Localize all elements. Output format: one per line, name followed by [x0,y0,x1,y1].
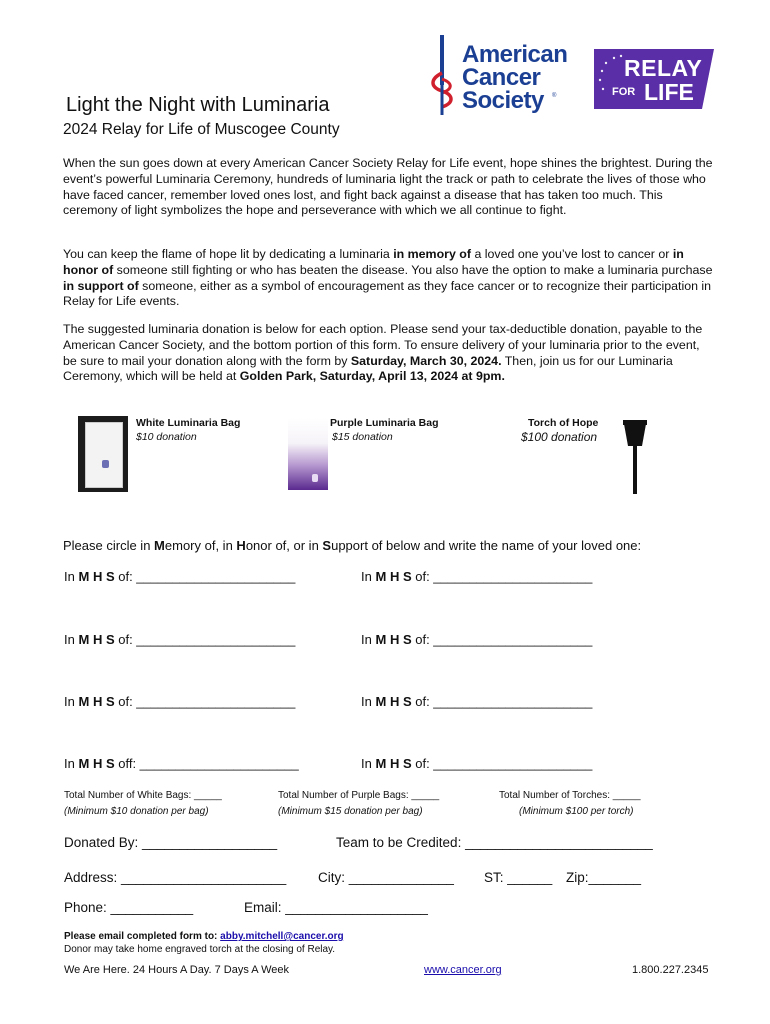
torch-price: $100 donation [521,430,598,444]
page-title: Light the Night with Luminaria [66,94,330,116]
acs-logo-line1: American [462,41,568,68]
dedication-line[interactable]: In M H S of: ______________________ [361,632,593,647]
phone-field[interactable]: Phone: ___________ [64,900,194,915]
dedication-line[interactable]: In M H S of: ______________________ [361,694,593,709]
purple-luminaria-bag-image [288,418,328,490]
purple-bag-price: $15 donation [332,431,393,443]
donated-by-field[interactable]: Donated By: __________________ [64,835,278,850]
intro-paragraph: When the sun goes down at every American Cancer Society Relay for Life event, hope shines the brightest. During the event’s powerful Luminaria Ceremony, hundreds of luminaria light the track or path to celebrate the lives of those who have faced cancer, remember loved ones lost, and fight back against a disease that has taken too much. This ceremony of light symbolizes the hope and perseverance with which we all continue to fight. [63,156,713,218]
american-cancer-society-logo [426,35,586,117]
for-logo-word: FOR [612,86,636,98]
relay-for-life-logo [594,49,714,109]
page-subtitle: 2024 Relay for Life of Muscogee County [63,121,340,138]
dedication-line[interactable]: In M H S of: ______________________ [361,569,593,584]
torches-minimum: (Minimum $100 per torch) [519,806,634,817]
acs-logo-line3: Society [462,87,544,114]
purple-bag-name: Purple Luminaria Bag [330,417,439,429]
dedication-paragraph: You can keep the flame of hope lit by dedicating a luminaria in memory of a loved one you’ve lost to cancer or in honor of someone still fighting or who has beaten the disease. You also have the option to make a luminaria purchase in support of someone, either as a symbol of encouragement as they face cancer or to recognize their participation in Relay for Life events. [63,247,713,309]
footer-tagline: We Are Here. 24 Hours A Day. 7 Days A Week [64,964,289,976]
white-luminaria-bag-image [78,416,128,492]
circle-instructions: Please circle in Memory of, in Honor of, or in Support of below and write the name of your loved one: [63,538,642,553]
white-bags-total-field[interactable]: Total Number of White Bags: _____ [64,790,222,801]
white-bag-price: $10 donation [136,431,197,443]
sword-icon [426,35,460,117]
purple-bags-total-field[interactable]: Total Number of Purple Bags: _____ [278,790,440,801]
torches-total-field[interactable]: Total Number of Torches: _____ [499,790,641,801]
torch-note: Donor may take home engraved torch at the closing of Relay. [64,944,336,955]
zip-field[interactable]: Zip:_______ [566,870,642,885]
acs-logo-line2: Cancer [462,64,541,91]
white-bag-name: White Luminaria Bag [136,417,241,429]
donation-paragraph: The suggested luminaria donation is below for each option. Please send your tax-deductible donation, payable to the American Cancer Society, and the bottom portion of this form. To ensure delivery of your luminaria prior to the event, be sure to mail your donation along with the form by Saturday, March 30, 2024. Then, join us for our Luminaria Ceremony, which will be held at Golden Park, Saturday, April 13, 2024 at 9pm. [63,322,703,384]
life-logo-word: LIFE [644,79,694,105]
email-field[interactable]: Email: ___________________ [244,900,428,915]
team-field[interactable]: Team to be Credited: _________________________ [336,835,653,850]
dedication-line[interactable]: In M H S of: ______________________ [64,694,296,709]
dedication-line[interactable]: In M H S of: ______________________ [64,569,296,584]
submit-instructions: Please email completed form to: abby.mitchell@cancer.org [64,931,344,942]
state-field[interactable]: ST: ______ [484,870,553,885]
address-field[interactable]: Address: ______________________ [64,870,287,885]
purple-bags-minimum: (Minimum $15 donation per bag) [278,806,423,817]
torch-name: Torch of Hope [528,417,599,429]
torch-icon [620,416,650,494]
dedication-line[interactable]: In M H S off: ______________________ [64,756,299,771]
acs-registered-mark: ® [552,93,557,99]
dedication-line[interactable]: In M H S of: ______________________ [64,632,296,647]
footer-phone: 1.800.227.2345 [632,964,709,976]
city-field[interactable]: City: ______________ [318,870,454,885]
relay-logo-word: RELAY [624,55,703,81]
contact-email-link[interactable]: abby.mitchell@cancer.org [220,931,344,942]
website-link[interactable]: www.cancer.org [424,964,502,976]
white-bags-minimum: (Minimum $10 donation per bag) [64,806,209,817]
dedication-line[interactable]: In M H S of: ______________________ [361,756,593,771]
